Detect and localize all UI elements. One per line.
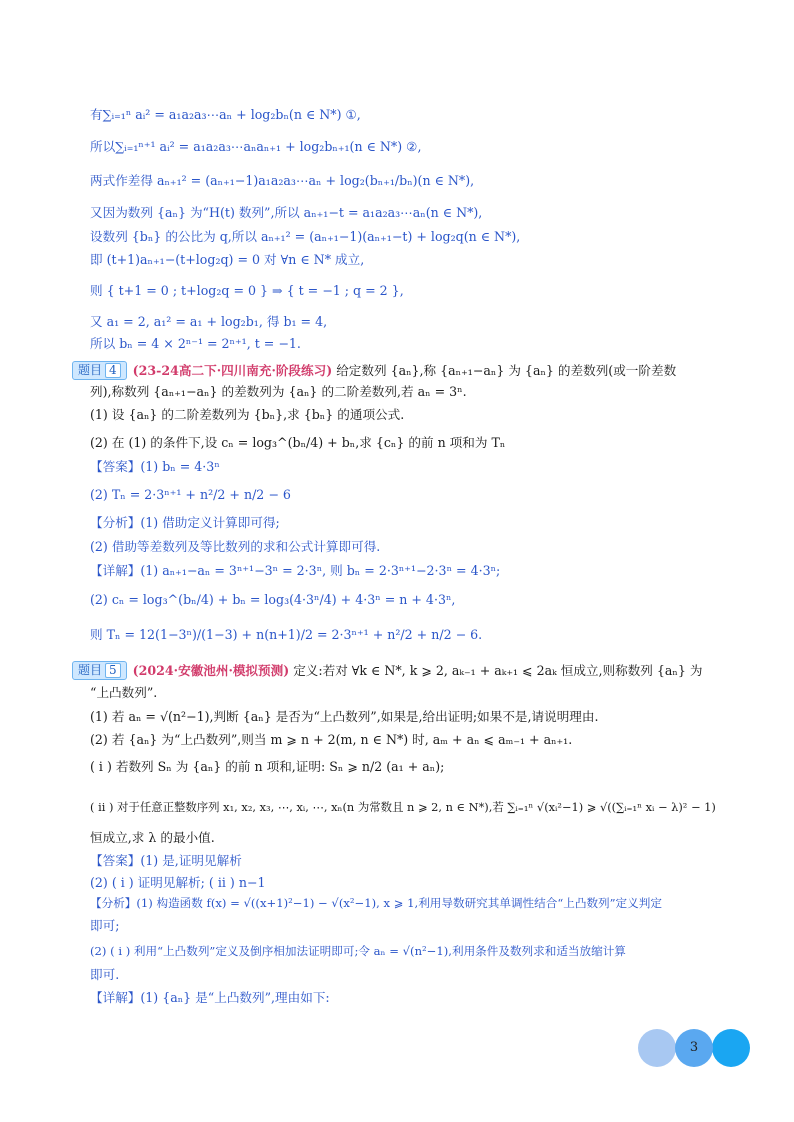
prev-solution-line-8: 又 a₁ = 2, a₁² = a₁ + log₂b₁, 得 b₁ = 4, [90, 314, 328, 329]
page-number: 3 [689, 1040, 699, 1055]
q5-answer-2: (2) ( i ) 证明见解析; ( ii ) n−1 [90, 875, 266, 890]
prev-solution-line-5: 设数列 {bₙ} 的公比为 q,所以 aₙ₊₁² = (aₙ₊₁−1)(aₙ₊₁−t) + log₂q(n ∈ N*), [90, 229, 521, 244]
q5-analysis-2b: 即可. [90, 967, 120, 982]
q5-answer-1: 【答案】(1) 是,证明见解析 [90, 853, 242, 868]
q5-analysis-1b: 即可; [90, 918, 120, 933]
q5-part-2ii: ( ii ) 对于任意正整数序列 x₁, x₂, x₃, ⋯, xᵢ, ⋯, xₙ(n 为常数且 n ⩾ 2, n ∈ N*),若 ∑ᵢ₌₁ⁿ √(xᵢ²−1) ⩾ √((∑ᵢ₌₁ⁿ xᵢ − λ)² − 1) [90, 800, 716, 814]
q4-stem-1: 给定数列 {aₙ},称 {aₙ₊₁−aₙ} 为 {aₙ} 的差数列(或一阶差数 [336, 363, 677, 378]
q5-stem-1: 定义:若对 ∀k ∈ N*, k ⩾ 2, aₖ₋₁ + aₖ₊₁ ⩽ 2aₖ 恒成立,则称数列 {aₙ} 为 [293, 663, 703, 678]
page-number-badge [638, 1029, 750, 1067]
prev-solution-line-4: 又因为数列 {aₙ} 为“H(t) 数列”,所以 aₙ₊₁−t = a₁a₂a₃⋯aₙ(n ∈ N*), [90, 205, 483, 220]
q4-stem-2: 列),称数列 {aₙ₊₁−aₙ} 的差数列为 {aₙ} 的二阶差数列,若 aₙ = 3ⁿ. [90, 384, 467, 399]
prev-solution-line-7: 则 { t+1 = 0 ; t+log₂q = 0 } ⇒ { t = −1 ; q = 2 }, [90, 283, 404, 298]
q4-answer-1: 【答案】(1) bₙ = 4·3ⁿ [90, 459, 220, 474]
q5-header [72, 661, 732, 680]
q5-source: (2024·安徽池州·模拟预测) [132, 663, 290, 678]
q4-header [72, 361, 732, 380]
q4-detail-2: (2) cₙ = log₃^(bₙ/4) + bₙ = log₃(4·3ⁿ/4) + 4·3ⁿ = n + 4·3ⁿ, [90, 592, 456, 607]
q4-analysis-1: 【分析】(1) 借助定义计算即可得; [90, 515, 280, 530]
prev-solution-line-1: 有∑ᵢ₌₁ⁿ aᵢ² = a₁a₂a₃⋯aₙ + log₂bₙ(n ∈ N*) ①, [90, 107, 361, 122]
prev-solution-line-2: 所以∑ᵢ₌₁ⁿ⁺¹ aᵢ² = a₁a₂a₃⋯aₙaₙ₊₁ + log₂bₙ₊₁(n ∈ N*) ②, [90, 139, 422, 154]
badge-circle-left [638, 1029, 676, 1067]
q4-detail-3: 则 Tₙ = 12(1−3ⁿ)/(1−3) + n(n+1)/2 = 2·3ⁿ⁺¹ + n²/2 + n/2 − 6. [90, 627, 483, 642]
q4-answer-2: (2) Tₙ = 2·3ⁿ⁺¹ + n²/2 + n/2 − 6 [90, 487, 291, 502]
q5-stem-2: “上凸数列”. [90, 685, 158, 700]
prev-solution-line-9: 所以 bₙ = 4 × 2ⁿ⁻¹ = 2ⁿ⁺¹, t = −1. [90, 336, 301, 351]
prev-solution-line-6: 即 (t+1)aₙ₊₁−(t+log₂q) = 0 对 ∀n ∈ N* 成立, [90, 252, 365, 267]
q4-detail-1: 【详解】(1) aₙ₊₁−aₙ = 3ⁿ⁺¹−3ⁿ = 2·3ⁿ, 则 bₙ = 2·3ⁿ⁺¹−2·3ⁿ = 4·3ⁿ; [90, 563, 501, 578]
prev-solution-line-3: 两式作差得 aₙ₊₁² = (aₙ₊₁−1)a₁a₂a₃⋯aₙ + log₂(bₙ₊₁/bₙ)(n ∈ N*), [90, 173, 475, 188]
q4-analysis-2: (2) 借助等差数列及等比数列的求和公式计算即可得. [90, 539, 381, 554]
q4-source: (23-24高二下·四川南充·阶段练习) [132, 363, 333, 378]
q5-part-2ii-tail: 恒成立,求 λ 的最小值. [90, 830, 215, 845]
q4-tag: 题目 4 [72, 361, 127, 380]
q5-tag: 题目 5 [72, 661, 127, 680]
q5-analysis-2: (2) ( i ) 利用“上凸数列”定义及倒序相加法证明即可;令 aₙ = √(n²−1),利用条件及数列求和适当放缩计算 [90, 944, 626, 958]
q5-detail-1: 【详解】(1) {aₙ} 是“上凸数列”,理由如下: [90, 990, 330, 1005]
q4-part-1: (1) 设 {aₙ} 的二阶差数列为 {bₙ},求 {bₙ} 的通项公式. [90, 407, 405, 422]
q5-part-2i: ( i ) 若数列 Sₙ 为 {aₙ} 的前 n 项和,证明: Sₙ ⩾ n/2 (a₁ + aₙ); [90, 759, 445, 774]
badge-circle-right [712, 1029, 750, 1067]
q5-analysis-1: 【分析】(1) 构造函数 f(x) = √((x+1)²−1) − √(x²−1), x ⩾ 1,利用导数研究其单调性结合“上凸数列”定义判定 [90, 896, 662, 910]
q5-part-2: (2) 若 {aₙ} 为“上凸数列”,则当 m ⩾ n + 2(m, n ∈ N*) 时, aₘ + aₙ ⩽ aₘ₋₁ + aₙ₊₁. [90, 732, 573, 747]
q4-part-2: (2) 在 (1) 的条件下,设 cₙ = log₃^(bₙ/4) + bₙ,求 {cₙ} 的前 n 项和为 Tₙ [90, 435, 506, 450]
q5-part-1: (1) 若 aₙ = √(n²−1),判断 {aₙ} 是否为“上凸数列”,如果是,给出证明;如果不是,请说明理由. [90, 709, 599, 724]
